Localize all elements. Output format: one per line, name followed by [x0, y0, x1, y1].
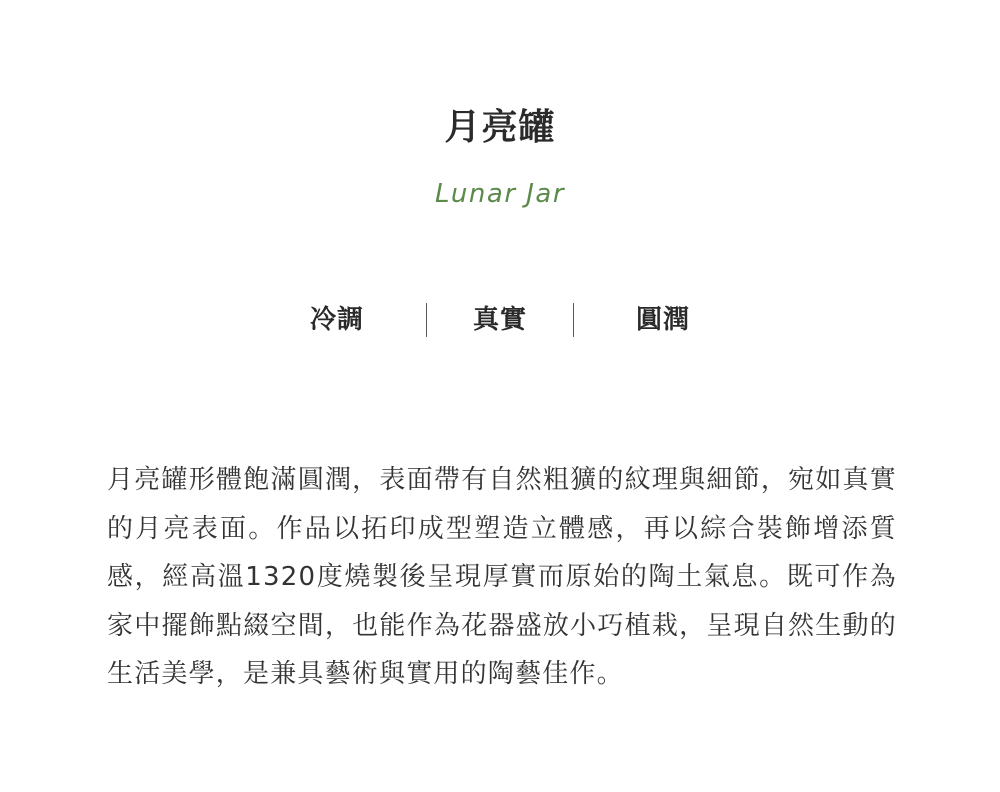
keyword-item: 圓潤: [635, 305, 690, 335]
product-title: 月亮罐: [444, 107, 556, 148]
keyword-item: 冷調: [310, 305, 365, 335]
product-description: 月亮罐形體飽滿圓潤，表面帶有自然粗獷的紋理與細節，宛如真實的月亮表面。作品以拓印成型塑造立體感，再以綜合裝飾增添質感，經高溫1320度燒製後呈現厚實而原始的陶土氣息。既可作為家中擺飾點綴空間，也能作為花器盛放小巧植栽，呈現自然生動的生活美學，是兼具藝術與實用的陶藝佳作。: [107, 465, 897, 690]
product-subtitle: Lunar Jar: [434, 179, 566, 209]
keyword-list: [0, 300, 1000, 340]
keyword-item: 真實: [472, 305, 527, 335]
